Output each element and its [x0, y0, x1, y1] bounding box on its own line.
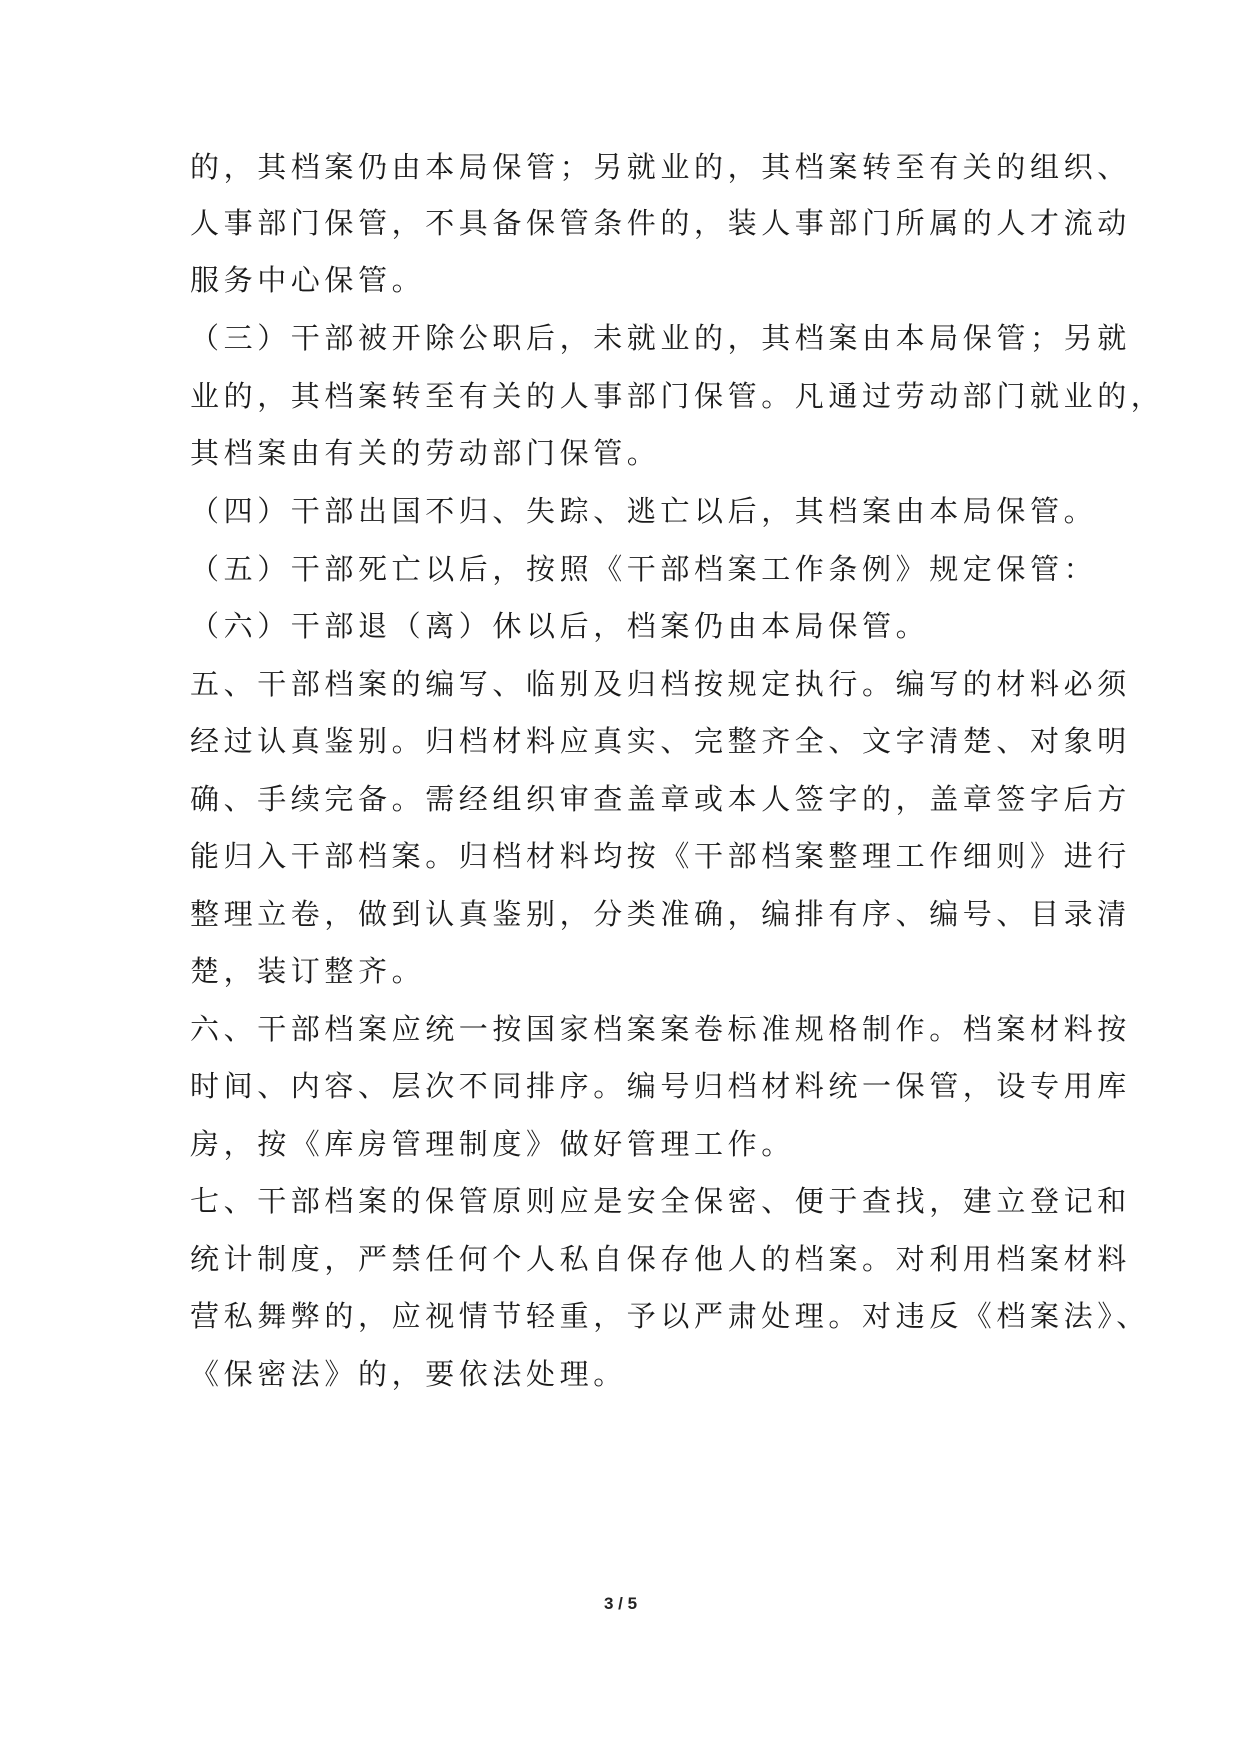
text-line: （五）干部死亡以后，按照《干部档案工作条例》规定保管：: [190, 552, 1098, 586]
text-line: 人事部门保管，不具备保管条件的，装人事部门所属的人才流动: [190, 206, 1131, 240]
text-line: 确、手续完备。需经组织审查盖章或本人签字的，盖章签字后方: [190, 782, 1131, 816]
page-number: 3 / 5: [603, 1594, 638, 1613]
text-line: （六）干部退（离）休以后，档案仍由本局保管。: [190, 609, 930, 643]
text-line: （三）干部被开除公职后，未就业的，其档案由本局保管；另就: [190, 321, 1131, 355]
text-line: 其档案由有关的劳动部门保管。: [190, 436, 661, 470]
text-line: 六、干部档案应统一按国家档案案卷标准规格制作。档案材料按: [190, 1012, 1131, 1046]
text-line: 统计制度，严禁任何个人私自保存他人的档案。对利用档案材料: [190, 1242, 1131, 1276]
text-line: 的，其档案仍由本局保管；另就业的，其档案转至有关的组织、: [190, 150, 1131, 184]
text-line: 能归入干部档案。归档材料均按《干部档案整理工作细则》进行: [190, 839, 1131, 873]
text-line: 整理立卷，做到认真鉴别，分类准确，编排有序、编号、目录清: [190, 897, 1131, 931]
text-line: 房，按《库房管理制度》做好管理工作。: [190, 1127, 795, 1161]
text-line: 七、干部档案的保管原则应是安全保密、便于查找，建立登记和: [190, 1184, 1131, 1218]
text-line: 时间、内容、层次不同排序。编号归档材料统一保管，设专用库: [190, 1069, 1131, 1103]
text-line: 楚，装订整齐。: [190, 954, 426, 988]
text-line: 《保密法》的，要依法处理。: [190, 1357, 627, 1391]
text-line: 五、干部档案的编写、临别及归档按规定执行。编写的材料必须: [190, 667, 1131, 701]
text-line: 营私舞弊的，应视情节轻重，予以严肃处理。对违反《档案法》、: [190, 1299, 1150, 1333]
text-line: 经过认真鉴别。归档材料应真实、完整齐全、文字清楚、对象明: [190, 724, 1131, 758]
text-line: 业的，其档案转至有关的人事部门保管。凡通过劳动部门就业的，: [190, 379, 1165, 413]
text-line: 服务中心保管。: [190, 263, 426, 297]
text-line: （四）干部出国不归、失踪、逃亡以后，其档案由本局保管。: [190, 494, 1098, 528]
